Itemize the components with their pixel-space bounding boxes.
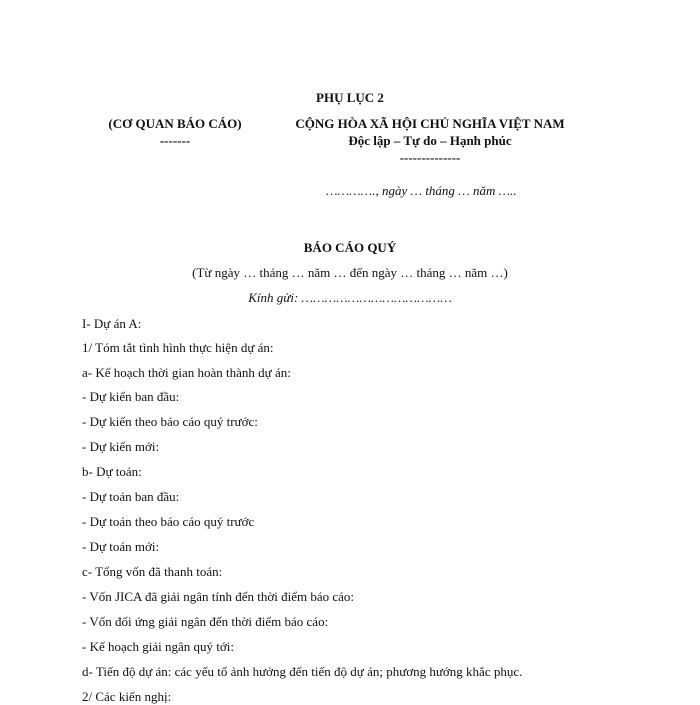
body-line: - Dự kiến ban đầu: [82, 389, 180, 404]
national-separator: -------------- [399, 150, 461, 165]
body-line: c- Tổng vốn đã thanh toán: [82, 564, 223, 579]
place-date: …………., ngày … tháng … năm ….. [326, 183, 517, 198]
body-line: - Dự toán mới: [82, 539, 160, 554]
body-line: 2/ Các kiến nghị: [82, 689, 172, 704]
appendix-title: PHỤ LỤC 2 [316, 90, 384, 105]
body-line: - Dự toán theo báo cáo quý trước [82, 514, 255, 529]
national-motto: Độc lập – Tự do – Hạnh phúc [348, 133, 512, 148]
report-title: BÁO CÁO QUÝ [303, 240, 397, 255]
body-line: - Vốn đối ứng giải ngân đến thời điểm báo cáo: [82, 614, 329, 629]
body-line: - Dự toán ban đầu: [82, 489, 180, 504]
body-line: a- Kế hoạch thời gian hoàn thành dự án: [82, 365, 291, 380]
agency-name: (CƠ QUAN BÁO CÁO) [108, 116, 242, 131]
body-line: d- Tiến độ dự án: các yếu tố ảnh hưởng đến tiến độ dự án; phương hướng khắc phục. [82, 664, 523, 679]
body-line: I- Dự án A: [82, 316, 142, 331]
body-line: - Dự kiến theo báo cáo quý trước: [82, 414, 258, 429]
body-line: - Vốn JICA đã giải ngân tính đến thời điểm báo cáo: [82, 589, 355, 604]
body-line: - Dự kiến mới: [82, 439, 160, 454]
body-line: - Kế hoạch giải ngân quý tới: [82, 639, 235, 654]
body-line: b- Dự toán: [82, 464, 142, 479]
report-period: (Từ ngày … tháng … năm … đến ngày … tháng … năm …) [192, 265, 508, 280]
agency-separator: ------- [159, 133, 191, 148]
report-recipient: Kính gửi: ………………………………… [248, 290, 452, 305]
body-line: 1/ Tóm tắt tình hình thực hiện dự án: [82, 340, 274, 355]
national-title: CỘNG HÒA XÃ HỘI CHỦ NGHĨA VIỆT NAM [295, 116, 565, 131]
